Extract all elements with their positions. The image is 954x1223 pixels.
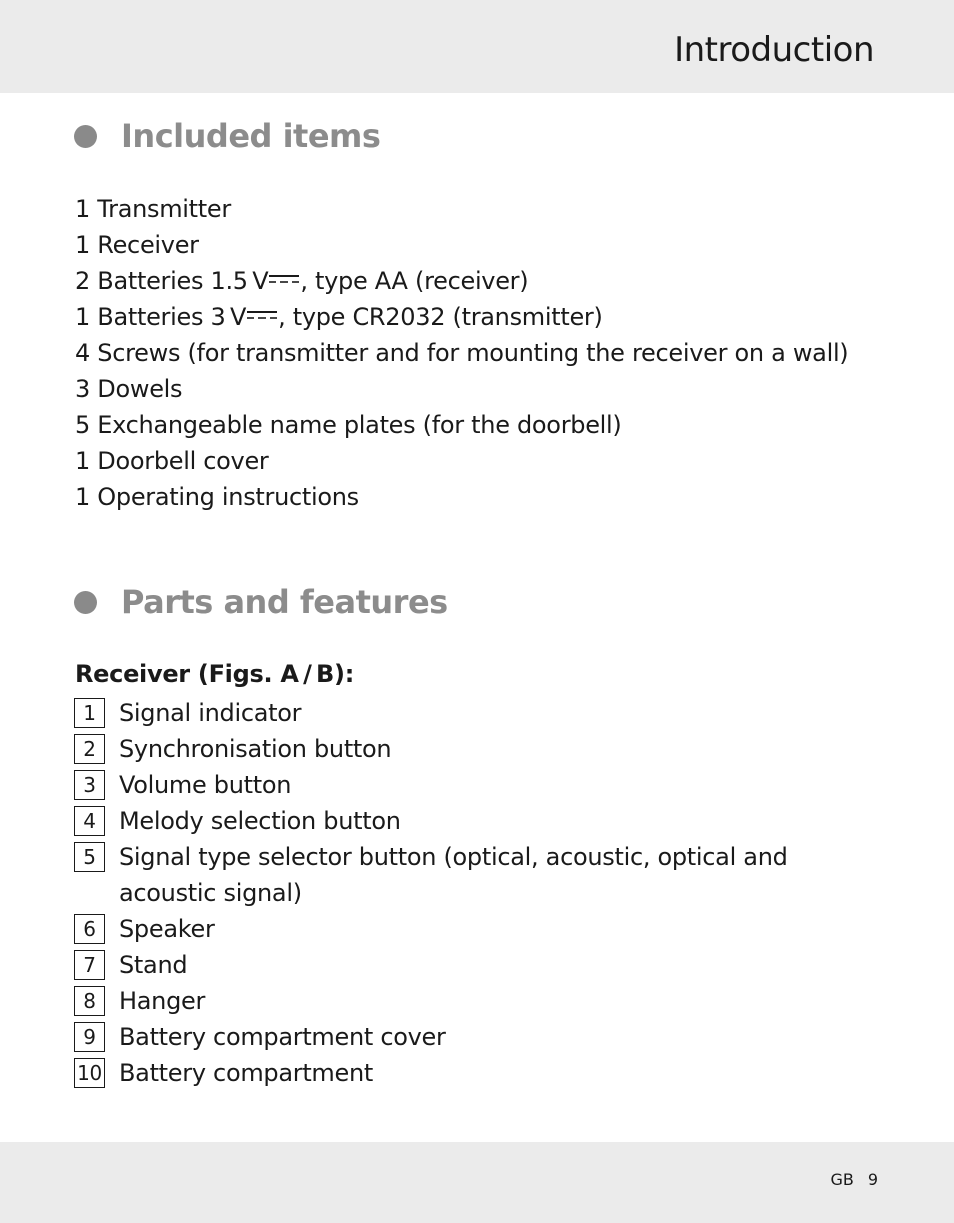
parts-features-heading <box>74 582 448 622</box>
part-number: 1 <box>74 698 105 728</box>
part-label: Volume button <box>119 771 292 799</box>
section-title: Parts and features <box>121 583 448 621</box>
list-item: 1 Transmitter <box>75 195 231 223</box>
part-number: 10 <box>74 1058 105 1088</box>
part-number: 8 <box>74 986 105 1016</box>
page-number: 9 <box>867 1170 878 1189</box>
part-label: Melody selection button <box>119 807 401 835</box>
part-item <box>74 983 874 1019</box>
part-item <box>74 1055 874 1091</box>
list-item: 2 Batteries 1.5 V , type AA (receiver) <box>75 267 529 295</box>
part-item <box>74 767 874 803</box>
part-item <box>74 947 874 983</box>
part-label: Signal indicator <box>119 699 302 727</box>
list-item: 4 Screws (for transmitter and for mounting the receiver on a wall) <box>75 339 849 367</box>
list-item: 5 Exchangeable name plates (for the doorbell) <box>75 411 622 439</box>
page-title: Introduction <box>674 30 874 70</box>
list-item: 3 Dowels <box>75 375 183 403</box>
part-label: Synchronisation button <box>119 735 392 763</box>
part-item <box>74 911 874 947</box>
part-item <box>74 1019 874 1055</box>
list-item: 1 Doorbell cover <box>75 447 269 475</box>
heading-bullet-icon <box>74 591 97 614</box>
part-number: 3 <box>74 770 105 800</box>
direct-current-icon <box>269 273 299 285</box>
part-label: Battery compartment <box>119 1059 373 1087</box>
part-item <box>74 731 874 767</box>
heading-bullet-icon <box>74 125 97 148</box>
list-item: 1 Operating instructions <box>75 483 359 511</box>
part-label: Stand <box>119 951 188 979</box>
list-item: 1 Batteries 3 V , type CR2032 (transmitter) <box>75 303 603 331</box>
part-number: 9 <box>74 1022 105 1052</box>
part-label: Hanger <box>119 987 206 1015</box>
parts-list <box>74 695 874 1091</box>
direct-current-icon <box>247 309 277 321</box>
part-label: Battery compartment cover <box>119 1023 446 1051</box>
part-label: Signal type selector button (optical, acoustic, optical and acoustic signal) <box>119 843 788 907</box>
footer-band <box>0 1142 954 1223</box>
part-item <box>74 839 874 911</box>
part-number: 4 <box>74 806 105 836</box>
part-number: 6 <box>74 914 105 944</box>
part-number: 5 <box>74 842 105 872</box>
included-items-heading <box>74 116 380 156</box>
language-code: GB <box>830 1170 854 1189</box>
included-items-list <box>75 191 848 515</box>
receiver-subheading: Receiver (Figs. A / B): <box>75 660 355 688</box>
part-number: 2 <box>74 734 105 764</box>
list-item: 1 Receiver <box>75 231 199 259</box>
part-label: Speaker <box>119 915 215 943</box>
part-item <box>74 695 874 731</box>
part-item <box>74 803 874 839</box>
section-title: Included items <box>121 117 381 155</box>
header-band <box>0 0 954 93</box>
part-number: 7 <box>74 950 105 980</box>
page-footer <box>830 1170 878 1189</box>
